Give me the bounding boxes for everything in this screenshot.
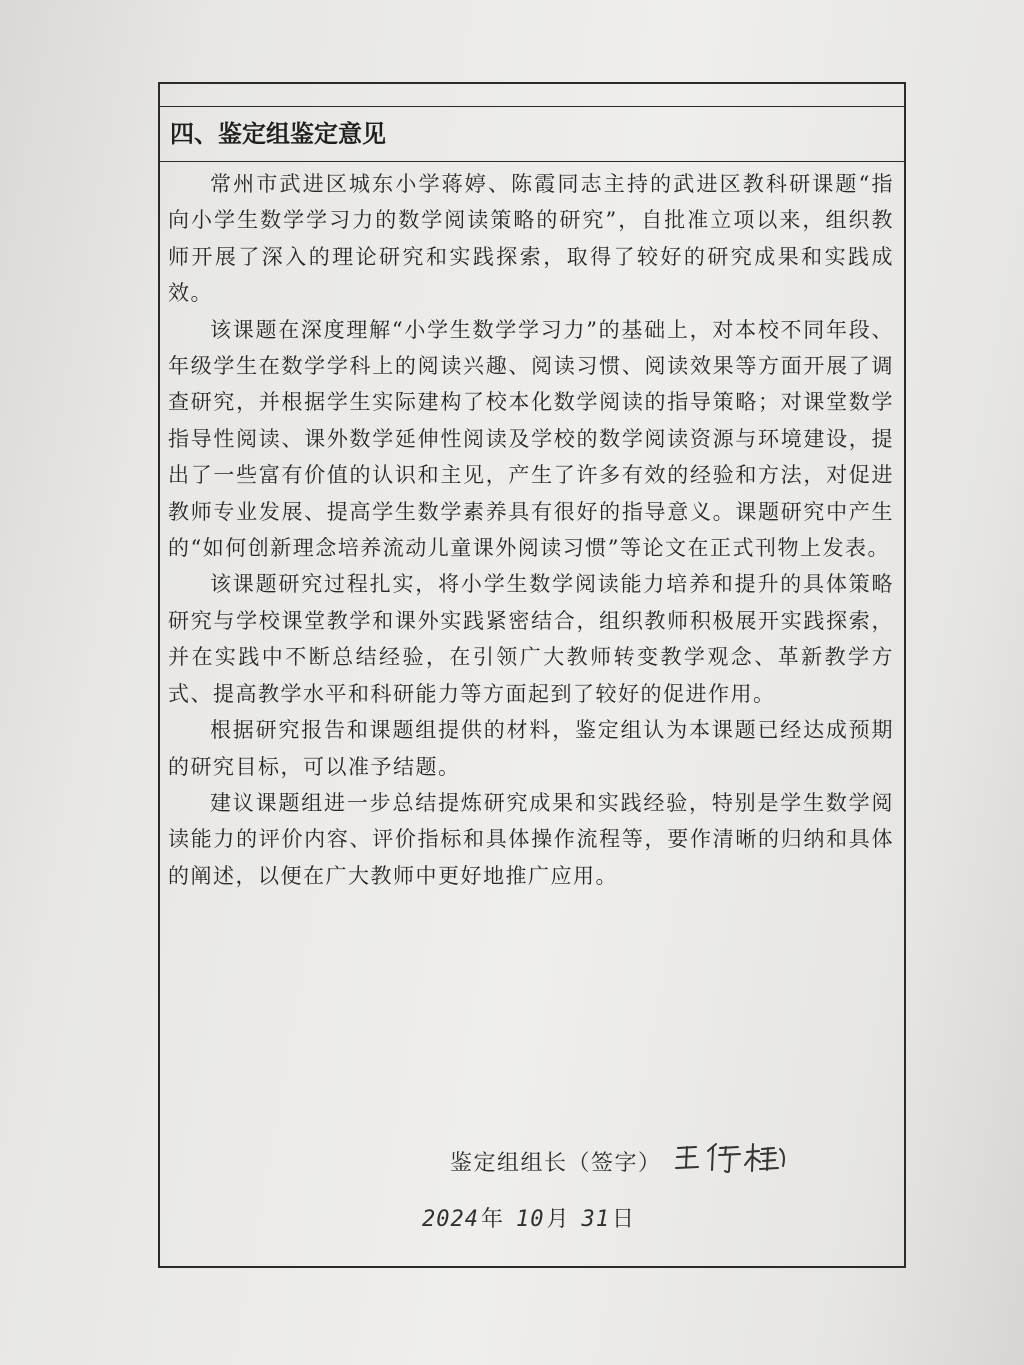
- signature-line: [450, 1140, 792, 1180]
- paragraph-4: 根据研究报告和课题组提供的材料，鉴定组认为本课题已经达成预期的研究目标，可以准予结题。: [168, 718, 894, 779]
- handwritten-signature: [674, 1140, 792, 1180]
- section-title: 四、鉴定组鉴定意见: [160, 106, 904, 162]
- date-year: 2024: [422, 1207, 479, 1232]
- date-day-unit: 日: [612, 1207, 635, 1232]
- signature-label: 鉴定组组长（签字）: [450, 1151, 662, 1176]
- date-line: [422, 1202, 640, 1233]
- date-day: 31: [581, 1207, 611, 1232]
- paragraph-3: 该课题研究过程扎实，将小学生数学阅读能力培养和提升的具体策略研究与学校课堂教学和课外实践紧密结合，组织教师积极展开实践探索，并在实践中不断总结经验，在引领广大教师转变教学观念、革新教学方式、提高教学水平和科研能力等方面起到了较好的促进作用。: [168, 572, 894, 706]
- date-year-unit: 年: [480, 1207, 503, 1232]
- paragraph-2: 该课题在深度理解“小学生数学学习力”的基础上，对本校不同年段、年级学生在数学学科上的阅读兴趣、阅读习惯、阅读效果等方面开展了调查研究，并根据学生实际建构了校本化数学阅读的指导策略；对课堂数学指导性阅读、课外数学延伸性阅读及学校的数学阅读资源与环境建设，提出了一些富有价值的认识和主见，产生了许多有效的经验和方法，对促进教师专业发展、提高学生数学素养具有很好的指导意义。课题研究中产生的“如何创新理念培养流动儿童课外阅读习惯”等论文在正式刊物上发表。: [168, 317, 894, 561]
- paragraph-5: 建议课题组进一步总结提炼研究成果和实践经验，特别是学生数学阅读能力的评价内容、评价指标和具体操作流程等，要作清晰的归纳和具体的阐述，以便在广大教师中更好地推广应用。: [168, 790, 894, 888]
- appraisal-form-box: [158, 82, 906, 1268]
- paragraph-1: 常州市武进区城东小学蒋婷、陈霞同志主持的武进区教科研课题“指向小学生数学学习力的数学阅读策略的研究”，自批准立项以来，组织教师开展了深入的理论研究和实践探索，取得了较好的研究成果和实践成效。: [168, 172, 894, 306]
- appraisal-opinion-body: [168, 166, 894, 894]
- date-month-unit: 月: [546, 1207, 569, 1232]
- date-month: 10: [516, 1207, 545, 1232]
